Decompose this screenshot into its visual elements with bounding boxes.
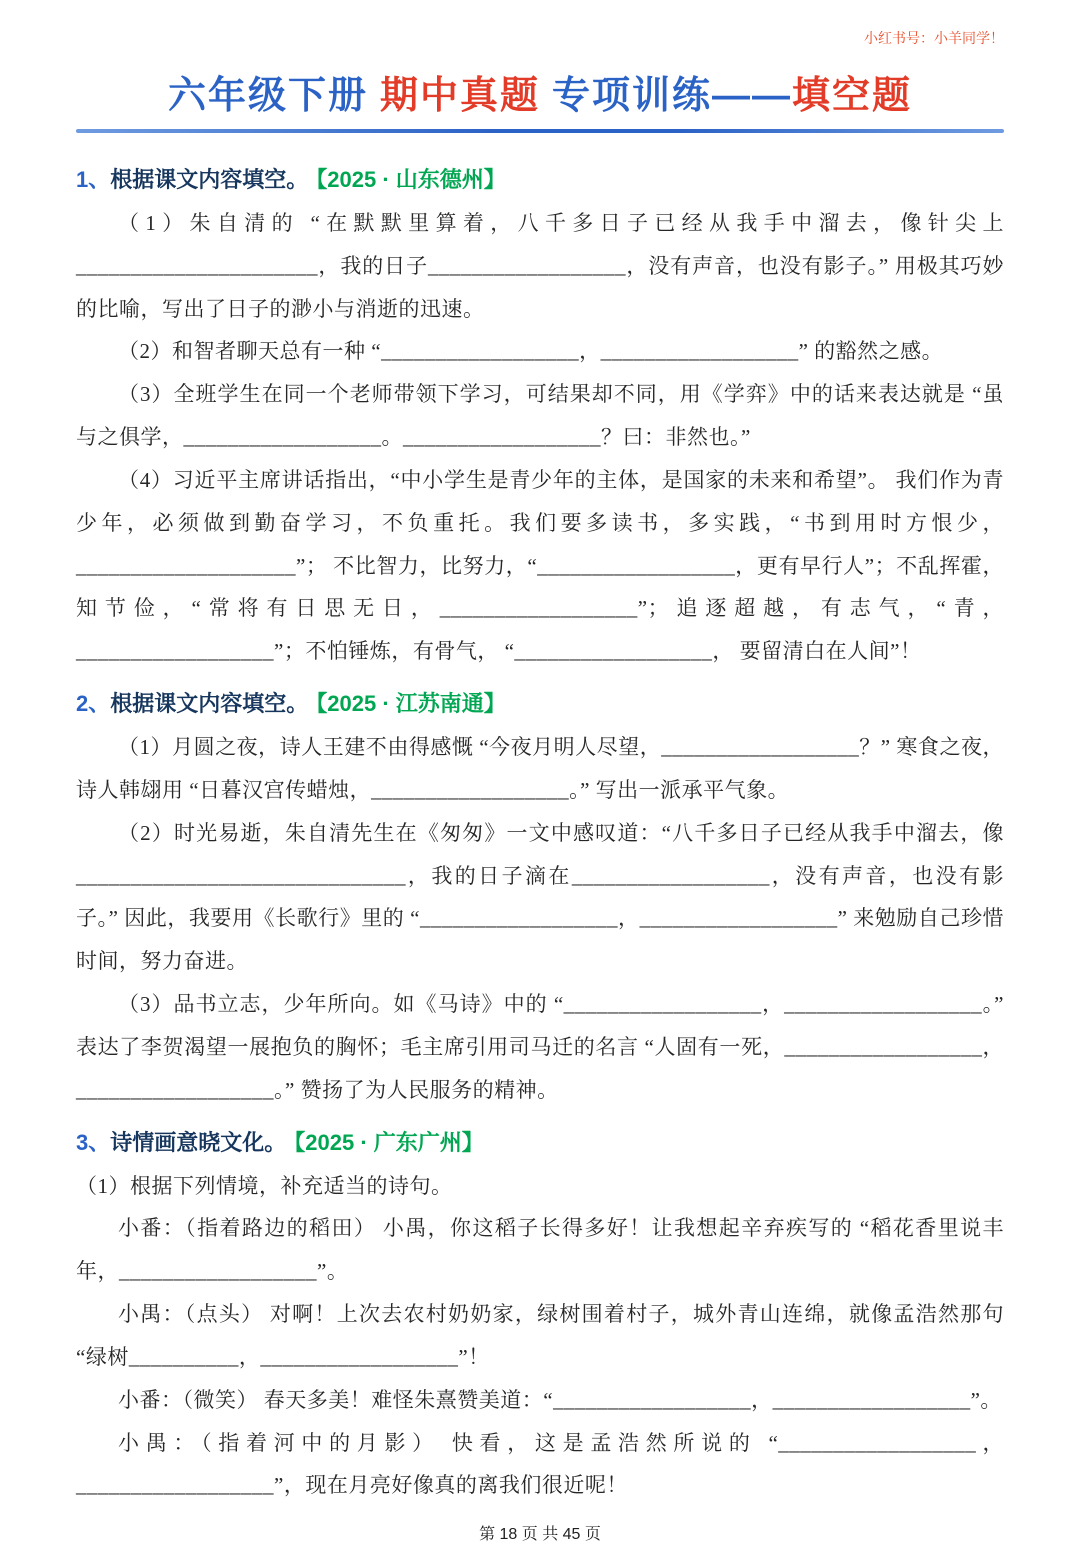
section-1-title: 根据课文内容填空。 [110, 167, 309, 192]
page-title [76, 64, 1004, 119]
section-3-title: 诗情画意晓文化。 [110, 1129, 287, 1155]
section-1-paragraph-2: （2）和智者聊天总有一种 “__________________，__________________” 的豁然之感。 [118, 339, 944, 364]
section-2 [76, 673, 1004, 1111]
watermark-text: 小红书号：小羊同学！ [864, 30, 1004, 46]
section-2-number: 2、 [76, 691, 111, 717]
title-part-exam: 期中真题 [379, 75, 540, 117]
section-1-heading [76, 163, 1004, 194]
section-3 [76, 1112, 1004, 1508]
section-1-paragraph-3: （3）全班学生在同一个老师带领下学习，可结果却不同，用《学弈》中的话来表达就是 “虽与之俱学，__________________。__________________？曰：非然也。” [76, 382, 1004, 450]
section-3-dialogue-1: 小番：（指着路边的稻田） 小禺，你这稻子长得多好！让我想起辛弃疾写的 “稻花香里说丰年，__________________”。 [76, 1216, 1004, 1284]
section-3-source-tag: 【2025 · 广东广州】 [294, 1129, 484, 1155]
section-2-paragraph-2: （2）时光易逝，朱自清先生在《匆匆》一文中感叹道：“八千多日子已经从我手中溜去，像______________________________，我的日子滴在__________________，没有声音，也没有影子。” 因此，我要用《长歌行》里的 “__________________，__________________” 来勉励自己珍惜时间，努力奋进。 [76, 820, 1004, 974]
section-2-title: 根据课文内容填空。 [110, 691, 309, 717]
section-1 [76, 149, 1004, 673]
title-part-grade: 六年级下册 [167, 75, 368, 117]
section-1-paragraph-1: （1）朱自清的 “在默默里算着，八千多日子已经从我手中溜去，像针尖上______________________，我的日子__________________，没有声音，也没有影子。” 用极其巧妙的比喻，写出了日子的渺小与消逝的迅速。 [76, 211, 1004, 321]
section-3-number: 3、 [76, 1129, 111, 1155]
section-3-dialogue-3: 小番：（微笑） 春天多美！难怪朱熹赞美道：“__________________，__________________”。 [118, 1387, 1002, 1412]
title-part-topic: 填空题 [792, 75, 913, 117]
section-3-dialogue-2: 小禺：（点头） 对啊！上次去农村奶奶家，绿树围着村子，城外青山连绵，就像孟浩然那句 “绿树__________，__________________”！ [76, 1302, 1004, 1369]
section-3-dialogue-4: 小禺：（指着河中的月影） 快看，这是孟浩然所说的 “__________________，__________________”，现在月亮好像真的离我们很近呢！ [76, 1430, 1004, 1498]
section-1-number: 1、 [76, 167, 111, 192]
section-2-paragraph-3: （3）品书立志，少年所向。如《马诗》中的 “__________________，__________________。” 表达了李贺渴望一展抱负的胸怀；毛主席引用司马迁的名言 “人固有一死，__________________，__________________。” 赞扬了为人民服务的精神。 [76, 992, 1004, 1102]
section-2-heading [76, 687, 1004, 718]
section-2-source-tag: 【2025 · 江苏南通】 [316, 691, 506, 717]
section-3-heading [76, 1126, 1004, 1157]
section-3-intro: （1）根据下列情境，补充适当的诗句。 [76, 1173, 453, 1198]
section-2-paragraph-1: （1）月圆之夜，诗人王建不由得感慨 “今夜月明人尽望，__________________？” 寒食之夜，诗人韩翃用 “日暮汉宫传蜡烛，__________________。” 写出一派承平气象。 [76, 735, 1004, 802]
page-number: 第 18 页 共 45 页 [479, 1526, 601, 1544]
section-1-paragraph-4: （4）习近平主席讲话指出，“中小学生是青少年的主体，是国家的未来和希望”。 我们作为青少年，必须做到勤奋学习，不负重托。我们要多读书，多实践，“书到用时方恨少，____________________”； 不比智力，比努力，“__________________，更有早行人”；不乱挥霍，知节俭，“常将有日思无日，__________________”；追逐超越，有志气，“青，__________________”；不怕锤炼，有骨气， “__________________， 要留清白在人间”！ [76, 467, 1004, 664]
title-underline [76, 129, 1004, 133]
title-part-training: 专项训练—— [552, 75, 793, 117]
section-1-source-tag: 【2025 · 山东德州】 [316, 167, 506, 192]
